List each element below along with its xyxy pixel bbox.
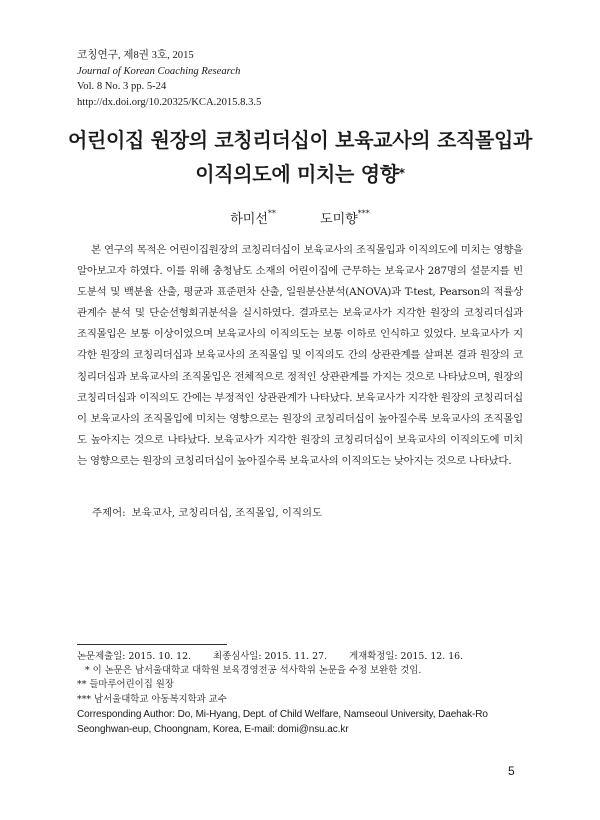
- received-date: 논문제출일: 2015. 10. 12.: [77, 651, 192, 662]
- footnote-2: ** 들마루어린이집 원장: [77, 679, 174, 691]
- footnote-1: * 이 논문은 남서울대학교 대학원 보육경영전공 석사학위 논문을 수정 보완한 것임.: [85, 665, 422, 677]
- footnote-3: *** 남서울대학교 아동복지학과 교수: [77, 693, 227, 705]
- title-footnote-marker: *: [398, 166, 405, 180]
- footnotes: [77, 650, 527, 737]
- keywords: [92, 504, 522, 519]
- paper-title: [40, 123, 560, 194]
- submission-dates: [77, 650, 527, 664]
- journal-header: [77, 48, 477, 110]
- journal-doi: http://dx.doi.org/10.20325/KCA.2015.8.3.5: [77, 96, 262, 108]
- title-line-2: [40, 157, 560, 194]
- author-1: [230, 208, 276, 227]
- author-list: [40, 208, 560, 227]
- footnote-divider: [77, 644, 227, 645]
- author-2-name: 도미향: [320, 212, 358, 227]
- author-2-marker: ***: [357, 208, 370, 218]
- journal-korean: 코칭연구, 제8권 3호, 2015: [77, 50, 194, 61]
- title-line-2-text: 이직의도에 미치는 영향: [195, 162, 399, 186]
- journal-english: Journal of Korean Coaching Research: [77, 65, 241, 77]
- author-1-name: 하미선: [230, 212, 268, 227]
- page-number: 5: [508, 764, 515, 778]
- keywords-terms: 보육교사, 코칭리더십, 조직몰입, 이직의도: [131, 507, 323, 519]
- title-line-1: 어린이집 원장의 코칭리더십이 보육교사의 조직몰입과: [67, 128, 533, 152]
- corresponding-author-line-1: Corresponding Author: Do, Mi-Hyang, Dept. of Child Welfare, Namseoul University, Daehak-Ro: [77, 708, 488, 720]
- keywords-label: 주제어:: [92, 507, 126, 519]
- accepted-date: 게재확정일: 2015. 12. 16.: [349, 651, 464, 662]
- author-1-marker: **: [267, 208, 276, 218]
- revised-date: 최종심사일: 2015. 11. 27.: [213, 651, 328, 662]
- corresponding-author-line-2: Seonghwan-eup, Choongnam, Korea, E-mail: domi@nsu.ac.kr: [77, 723, 349, 735]
- journal-volume: Vol. 8 No. 3 pp. 5-24: [77, 81, 167, 93]
- abstract: 본 연구의 목적은 어린이집원장의 코칭리더십이 보육교사의 조직몰입과 이직의도에 미치는 영향을 알아보고자 하였다. 이를 위해 충청남도 소재의 어린이집에 근무하는 보육교사 287명의 설문지를 빈도분석 및 백분율 산출, 평균과 표준편차 산출, 일원분산분석(ANOVA)과 T-test, Pearson의 적률상관계수 분석 및 단순선형회귀분석을 실시하였다. 결과로는 보육교사가 지각한 원장의 코칭리더십과 조직몰입은 보통 이상이었으며 보육교사의 이직의도는 보통 이하로 인식하고 있었다. 보육교사가 지각한 원장의 코칭리더십과 보육교사의 조직몰입 및 이직의도 간의 상관관계를 살펴본 결과 원장의 코칭리더십과 보육교사의 조직몰입은 전체적으로 정적인 상관관계를 가지는 것으로 나타났으며, 원장의 코칭리더십과 이직의도 간에는 부정적인 상관관계가 나타났다. 보육교사가 지각한 원장의 코칭리더십이 보육교사의 조직몰입에 미치는 영향으로는 원장의 코칭리더십이 높아질수록 보육교사의 조직몰입도 높아지는 것으로 나타났다. 보육교사가 지각한 원장의 코칭리더십이 보육교사의 이직의도에 미치는 영향으로는 원장의 코칭리더십이 높아질수록 보육교사의 이직의도는 낮아지는 것으로 나타났다.: [77, 244, 523, 467]
- author-2: [320, 208, 370, 227]
